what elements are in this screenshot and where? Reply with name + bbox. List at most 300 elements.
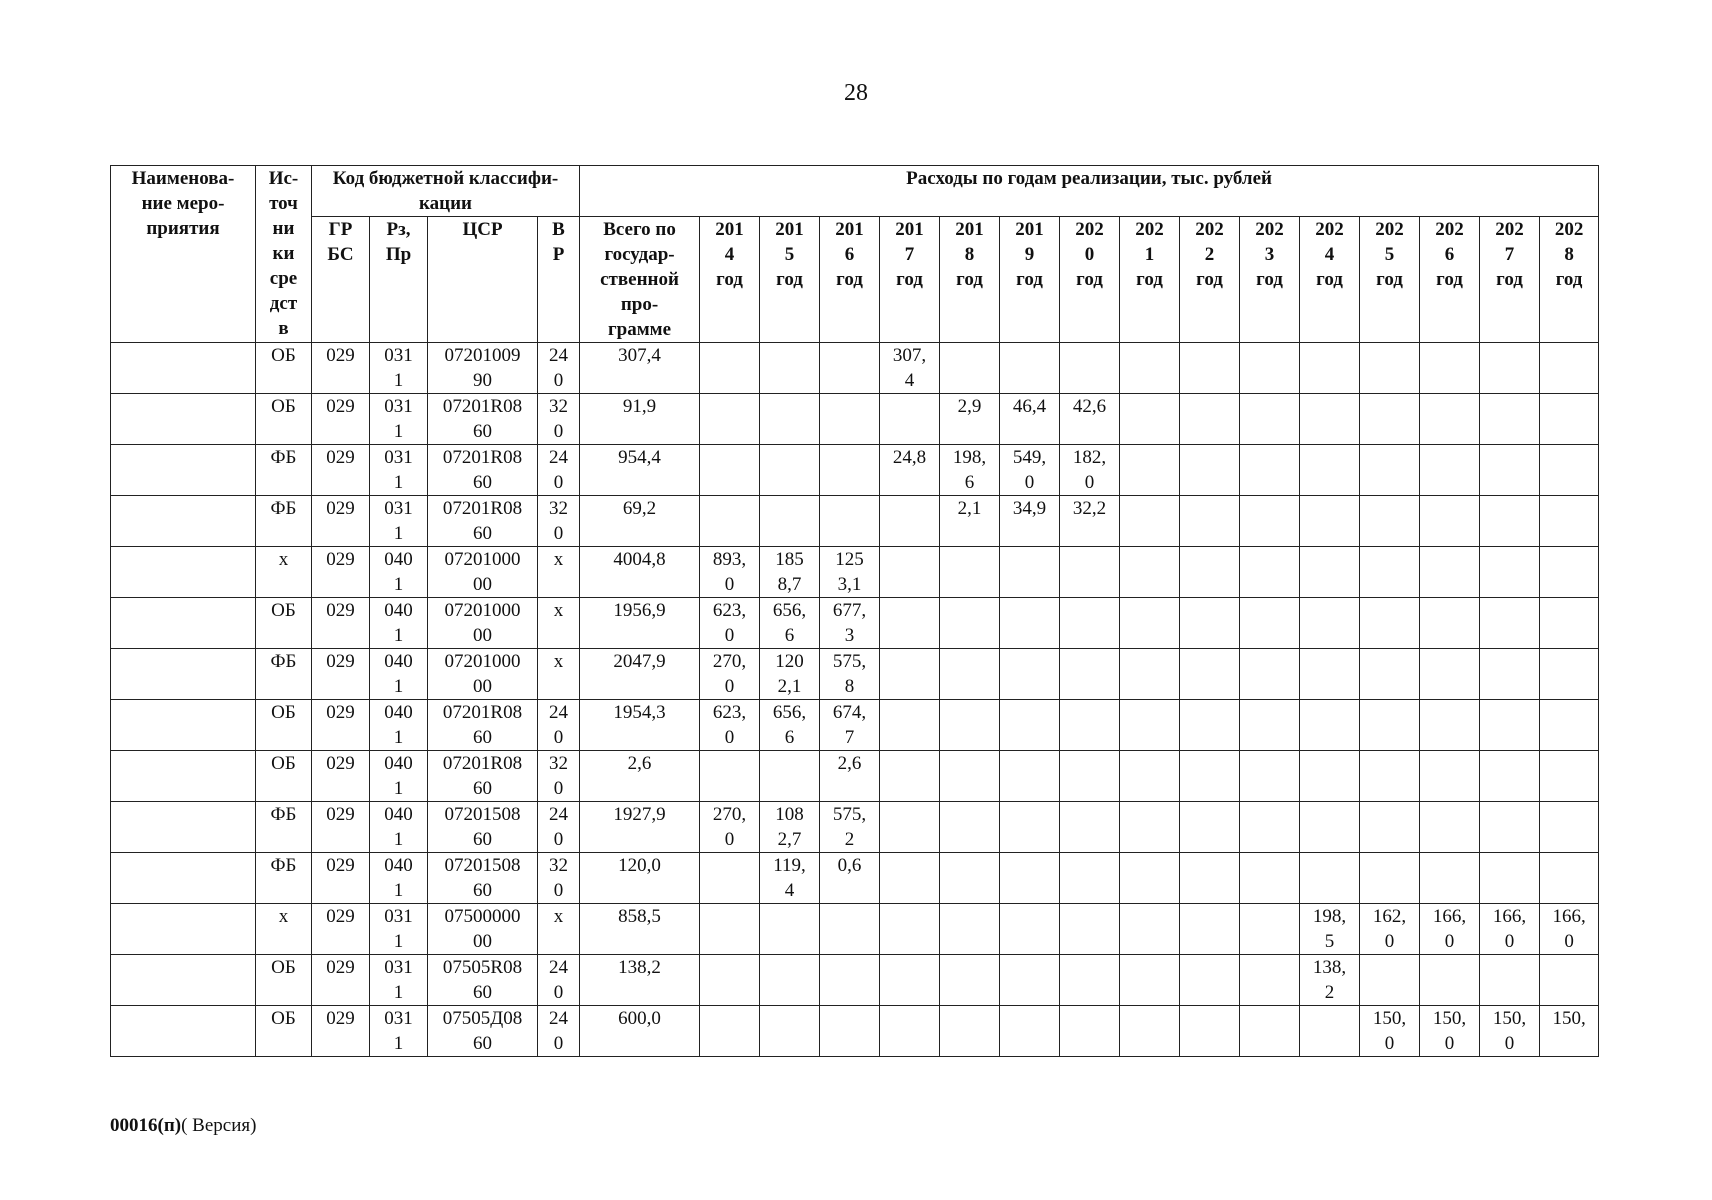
cell-year-value xyxy=(1360,394,1420,445)
cell-year-value xyxy=(1060,496,1120,547)
cell-grbs xyxy=(312,496,370,547)
cell-rzpr xyxy=(370,343,428,394)
cell-year-value xyxy=(1180,955,1240,1006)
cell-line: 0 xyxy=(553,523,564,544)
cell-year-value xyxy=(1420,1006,1480,1057)
cell-line: 029 xyxy=(326,345,355,366)
cell-line: 202 xyxy=(1255,219,1284,240)
cell-year-value xyxy=(1000,700,1060,751)
cell-line: 0 xyxy=(1084,244,1095,265)
cell-year-value xyxy=(1540,1006,1599,1057)
cell-year-value xyxy=(1120,700,1180,751)
cell-line: 656, xyxy=(772,600,807,621)
cell-line: 166, xyxy=(1552,906,1586,927)
cell-line: год xyxy=(1016,269,1043,290)
cell-year-value xyxy=(880,802,940,853)
cell-line: 202 xyxy=(1135,219,1164,240)
cell-line: ГР xyxy=(328,219,353,240)
cell-line: год xyxy=(1256,269,1283,290)
cell-year-value xyxy=(940,802,1000,853)
budget-table xyxy=(110,165,1599,1057)
cell-vr xyxy=(538,445,580,496)
cell-year-value xyxy=(1540,700,1599,751)
cell-line: 029 xyxy=(326,600,355,621)
header-rzpr xyxy=(370,217,428,343)
cell-year-value xyxy=(1180,394,1240,445)
cell-year-value xyxy=(1000,1006,1060,1057)
cell-line: 623, xyxy=(712,702,747,723)
cell-line: 270, xyxy=(712,651,747,672)
cell-line: 60 xyxy=(473,523,492,544)
cell-source xyxy=(256,598,312,649)
cell-line: 8,7 xyxy=(777,574,802,595)
cell-year-value xyxy=(940,700,1000,751)
header-csr: ЦСР xyxy=(428,217,538,343)
cell-source xyxy=(256,802,312,853)
cell-line: 6 xyxy=(844,244,855,265)
cell-rzpr xyxy=(370,1006,428,1057)
cell-year-value xyxy=(1240,649,1300,700)
cell-line: 6 xyxy=(1444,244,1455,265)
table-row xyxy=(111,904,1599,955)
cell-year-value xyxy=(1000,394,1060,445)
cell-total xyxy=(580,1006,700,1057)
cell-year-value xyxy=(1240,853,1300,904)
cell-line: ОБ xyxy=(271,396,296,417)
cell-year-value xyxy=(1360,496,1420,547)
cell-year-value xyxy=(700,649,760,700)
header-year xyxy=(1540,217,1599,343)
cell-vr xyxy=(538,394,580,445)
cell-line: 00 xyxy=(473,931,492,952)
cell-year-value xyxy=(760,343,820,394)
cell-line: 60 xyxy=(473,421,492,442)
cell-line: 07505Д08 xyxy=(442,1008,523,1029)
cell-line: 600,0 xyxy=(618,1008,661,1029)
cell-year-value xyxy=(1300,751,1360,802)
cell-line: 108 xyxy=(775,804,804,825)
cell-line: 029 xyxy=(326,396,355,417)
header-year xyxy=(880,217,940,343)
cell-year-value xyxy=(820,394,880,445)
cell-line: 198, xyxy=(1312,906,1347,927)
cell-year-value xyxy=(1480,904,1540,955)
cell-grbs xyxy=(312,904,370,955)
cell-line: х xyxy=(553,651,564,672)
cell-line: 60 xyxy=(473,472,492,493)
cell-line: 07201R08 xyxy=(442,498,523,519)
cell-rzpr xyxy=(370,700,428,751)
cell-year-value xyxy=(700,751,760,802)
cell-grbs xyxy=(312,394,370,445)
cell-csr xyxy=(428,343,538,394)
cell-line: ФБ xyxy=(270,651,297,672)
cell-line: 0 xyxy=(553,778,564,799)
cell-line: 029 xyxy=(326,855,355,876)
cell-year-value xyxy=(880,700,940,751)
cell-year-value xyxy=(1360,343,1420,394)
cell-year-value xyxy=(820,700,880,751)
header-measure-name xyxy=(111,166,256,343)
cell-year-value xyxy=(1360,700,1420,751)
cell-line: ФБ xyxy=(270,855,297,876)
cell-year-value xyxy=(1540,904,1599,955)
cell-line: 201 xyxy=(715,219,744,240)
cell-line: 182, xyxy=(1072,447,1107,468)
cell-line: БС xyxy=(327,244,354,265)
cell-line: 07500000 xyxy=(444,906,521,927)
table-row xyxy=(111,955,1599,1006)
cell-line: 150, xyxy=(1552,1008,1586,1029)
header-funding-source xyxy=(256,166,312,343)
cell-line: 2047,9 xyxy=(613,651,666,672)
cell-line: 1 xyxy=(393,931,404,952)
cell-line: 031 xyxy=(384,957,413,978)
cell-grbs xyxy=(312,445,370,496)
table-row xyxy=(111,751,1599,802)
cell-year-value xyxy=(1120,343,1180,394)
cell-line: 202 xyxy=(1435,219,1464,240)
cell-year-value xyxy=(1300,649,1360,700)
cell-total xyxy=(580,496,700,547)
cell-line: кации xyxy=(419,193,473,214)
cell-year-value xyxy=(760,802,820,853)
cell-line: 07505R08 xyxy=(442,957,523,978)
cell-line: 1 xyxy=(393,829,404,850)
cell-line: ОБ xyxy=(271,345,296,366)
cell-year-value xyxy=(1480,343,1540,394)
header-year xyxy=(1240,217,1300,343)
cell-line: 1 xyxy=(393,370,404,391)
cell-line: 0 xyxy=(1384,931,1395,952)
cell-year-value xyxy=(940,751,1000,802)
cell-line: 040 xyxy=(384,651,413,672)
cell-line: 029 xyxy=(326,651,355,672)
cell-line: х xyxy=(278,906,289,927)
cell-year-value xyxy=(1060,598,1120,649)
cell-csr xyxy=(428,598,538,649)
cell-total xyxy=(580,904,700,955)
cell-line: 2,1 xyxy=(777,676,802,697)
cell-year-value xyxy=(1540,802,1599,853)
cell-csr xyxy=(428,394,538,445)
cell-line: 549, xyxy=(1012,447,1047,468)
cell-rzpr xyxy=(370,904,428,955)
cell-year-value xyxy=(820,955,880,1006)
cell-line: 201 xyxy=(775,219,804,240)
cell-line: 029 xyxy=(326,549,355,570)
cell-year-value xyxy=(1420,904,1480,955)
cell-line: 0 xyxy=(1084,472,1095,493)
cell-line: 119, xyxy=(773,855,806,876)
cell-year-value xyxy=(820,853,880,904)
cell-measure-name xyxy=(111,955,256,1006)
cell-line: 031 xyxy=(384,1008,413,1029)
cell-line: ственной xyxy=(600,269,679,290)
cell-line: 1 xyxy=(393,982,404,1003)
cell-year-value xyxy=(880,343,940,394)
cell-line: 029 xyxy=(326,753,355,774)
cell-line: Ис- xyxy=(268,168,299,189)
cell-year-value xyxy=(1120,802,1180,853)
table-row xyxy=(111,802,1599,853)
cell-line: В xyxy=(552,219,565,240)
cell-line: 307, xyxy=(892,345,927,366)
cell-line: 1 xyxy=(1144,244,1155,265)
cell-total xyxy=(580,853,700,904)
cell-year-value xyxy=(1420,394,1480,445)
cell-line: 0 xyxy=(553,421,564,442)
cell-line: 07201000 xyxy=(444,651,521,672)
cell-line: 031 xyxy=(384,345,413,366)
cell-year-value xyxy=(1360,547,1420,598)
cell-year-value xyxy=(880,547,940,598)
cell-year-value xyxy=(1480,394,1540,445)
cell-line: 34,9 xyxy=(1012,498,1047,519)
cell-line: год xyxy=(1136,269,1163,290)
cell-year-value xyxy=(1120,649,1180,700)
cell-year-value xyxy=(880,598,940,649)
cell-line: Наименова- xyxy=(131,168,235,189)
cell-line: 1 xyxy=(393,574,404,595)
cell-line: Код бюджетной классифи- xyxy=(332,168,559,189)
cell-line: 307,4 xyxy=(618,345,661,366)
cell-year-value xyxy=(1120,445,1180,496)
cell-line: 8 xyxy=(964,244,975,265)
cell-source xyxy=(256,955,312,1006)
cell-year-value xyxy=(700,547,760,598)
cell-year-value xyxy=(760,649,820,700)
cell-line: 138,2 xyxy=(618,957,661,978)
cell-line: 1 xyxy=(393,778,404,799)
cell-line: ни xyxy=(272,218,295,239)
cell-rzpr xyxy=(370,649,428,700)
cell-year-value xyxy=(820,445,880,496)
cell-line: 2 xyxy=(1324,982,1335,1003)
cell-line: 2 xyxy=(1204,244,1215,265)
cell-line: 46,4 xyxy=(1012,396,1047,417)
cell-year-value xyxy=(1120,751,1180,802)
cell-line: 4004,8 xyxy=(613,549,666,570)
cell-line: 2,7 xyxy=(777,829,802,850)
cell-year-value xyxy=(1360,802,1420,853)
cell-year-value xyxy=(700,1006,760,1057)
cell-year-value xyxy=(1120,853,1180,904)
cell-source xyxy=(256,496,312,547)
cell-line: 0 xyxy=(553,472,564,493)
cell-year-value xyxy=(1120,547,1180,598)
cell-year-value xyxy=(1240,1006,1300,1057)
cell-year-value xyxy=(940,394,1000,445)
cell-line: 202 xyxy=(1495,219,1524,240)
cell-line: год xyxy=(1196,269,1223,290)
cell-line: 2,1 xyxy=(957,498,982,519)
cell-year-value xyxy=(700,700,760,751)
cell-line: 858,5 xyxy=(618,906,661,927)
cell-year-value xyxy=(700,496,760,547)
cell-line: 201 xyxy=(895,219,924,240)
cell-year-value xyxy=(880,649,940,700)
cell-line: ние меро- xyxy=(141,193,225,214)
cell-line: 201 xyxy=(955,219,984,240)
cell-line: 7 xyxy=(904,244,915,265)
cell-line: 32 xyxy=(549,855,569,876)
cell-line: 3 xyxy=(1264,244,1275,265)
cell-vr xyxy=(538,649,580,700)
cell-total xyxy=(580,802,700,853)
header-year xyxy=(940,217,1000,343)
cell-line: год xyxy=(776,269,803,290)
cell-csr xyxy=(428,955,538,1006)
cell-line: 07201508 xyxy=(444,804,521,825)
cell-year-value xyxy=(1540,751,1599,802)
cell-line: ОБ xyxy=(271,600,296,621)
cell-line: 031 xyxy=(384,447,413,468)
cell-line: 0 xyxy=(1384,1033,1395,1054)
cell-line: про- xyxy=(620,294,659,315)
cell-year-value xyxy=(1360,1006,1420,1057)
table-head xyxy=(111,166,1599,343)
cell-rzpr xyxy=(370,496,428,547)
cell-year-value xyxy=(880,496,940,547)
cell-year-value xyxy=(1540,343,1599,394)
cell-year-value xyxy=(1180,700,1240,751)
cell-year-value xyxy=(1240,343,1300,394)
cell-line: 031 xyxy=(384,498,413,519)
cell-total xyxy=(580,700,700,751)
cell-total xyxy=(580,445,700,496)
cell-vr xyxy=(538,853,580,904)
cell-line: 1956,9 xyxy=(613,600,666,621)
cell-year-value xyxy=(1540,394,1599,445)
cell-line: х xyxy=(553,549,564,570)
cell-line: 0 xyxy=(553,370,564,391)
cell-line: 24 xyxy=(549,702,569,723)
cell-line: 5 xyxy=(1324,931,1335,952)
cell-line: дст xyxy=(269,293,298,314)
cell-year-value xyxy=(880,955,940,1006)
cell-source xyxy=(256,904,312,955)
table-row xyxy=(111,853,1599,904)
cell-year-value xyxy=(760,904,820,955)
cell-year-value xyxy=(760,496,820,547)
cell-year-value xyxy=(760,700,820,751)
cell-line: 029 xyxy=(326,498,355,519)
cell-line: 0 xyxy=(1024,472,1035,493)
cell-year-value xyxy=(1480,649,1540,700)
cell-csr xyxy=(428,751,538,802)
cell-year-value xyxy=(1300,547,1360,598)
cell-year-value xyxy=(1060,751,1120,802)
cell-year-value xyxy=(1480,445,1540,496)
cell-year-value xyxy=(1420,496,1480,547)
cell-source xyxy=(256,547,312,598)
cell-year-value xyxy=(1480,853,1540,904)
cell-line: 60 xyxy=(473,1033,492,1054)
cell-line: 8 xyxy=(1564,244,1574,265)
cell-year-value xyxy=(1240,904,1300,955)
cell-line: 42,6 xyxy=(1072,396,1107,417)
cell-year-value xyxy=(1000,853,1060,904)
cell-year-value xyxy=(1180,598,1240,649)
cell-line: 91,9 xyxy=(622,396,657,417)
cell-measure-name xyxy=(111,394,256,445)
cell-line: 150, xyxy=(1492,1008,1527,1029)
page-number: 28 xyxy=(844,80,868,106)
cell-measure-name xyxy=(111,598,256,649)
cell-year-value xyxy=(820,1006,880,1057)
cell-vr xyxy=(538,496,580,547)
cell-year-value xyxy=(1360,955,1420,1006)
cell-line: Рз, xyxy=(386,219,411,240)
cell-grbs xyxy=(312,751,370,802)
cell-line: 07201009 xyxy=(444,345,521,366)
header-year xyxy=(820,217,880,343)
cell-year-value xyxy=(1120,1006,1180,1057)
cell-year-value xyxy=(1360,598,1420,649)
cell-line: 6 xyxy=(784,727,795,748)
cell-line: ОБ xyxy=(271,957,296,978)
cell-year-value xyxy=(1060,547,1120,598)
cell-line: 1 xyxy=(393,727,404,748)
cell-year-value xyxy=(700,343,760,394)
cell-line: 24,8 xyxy=(892,447,927,468)
cell-line: 029 xyxy=(326,906,355,927)
cell-year-value xyxy=(1240,445,1300,496)
cell-year-value xyxy=(1300,598,1360,649)
cell-line: ФБ xyxy=(270,447,297,468)
cell-year-value xyxy=(760,547,820,598)
cell-measure-name xyxy=(111,343,256,394)
cell-line: 90 xyxy=(473,370,492,391)
cell-year-value xyxy=(1300,445,1360,496)
cell-year-value xyxy=(1360,853,1420,904)
cell-csr xyxy=(428,802,538,853)
cell-year-value xyxy=(1300,904,1360,955)
cell-year-value xyxy=(1240,547,1300,598)
cell-year-value xyxy=(1420,802,1480,853)
cell-grbs xyxy=(312,1006,370,1057)
cell-line: 031 xyxy=(384,396,413,417)
cell-line: 0,6 xyxy=(837,855,862,876)
cell-line: 150, xyxy=(1432,1008,1467,1029)
cell-grbs xyxy=(312,547,370,598)
cell-rzpr xyxy=(370,853,428,904)
cell-line: год xyxy=(1496,269,1523,290)
cell-year-value xyxy=(760,394,820,445)
cell-rzpr xyxy=(370,445,428,496)
cell-year-value xyxy=(1540,853,1599,904)
cell-total xyxy=(580,598,700,649)
cell-grbs xyxy=(312,649,370,700)
cell-line: 202 xyxy=(1195,219,1224,240)
cell-line: 0 xyxy=(553,982,564,1003)
cell-year-value xyxy=(1300,496,1360,547)
cell-measure-name xyxy=(111,496,256,547)
header-expenses-group: Расходы по годам реализации, тыс. рублей xyxy=(580,166,1599,217)
cell-year-value xyxy=(1480,700,1540,751)
cell-year-value xyxy=(760,598,820,649)
header-year xyxy=(1360,217,1420,343)
cell-year-value xyxy=(1060,904,1120,955)
cell-line: год xyxy=(1316,269,1343,290)
cell-year-value xyxy=(880,1006,940,1057)
cell-year-value xyxy=(1060,343,1120,394)
cell-year-value xyxy=(1060,394,1120,445)
cell-year-value xyxy=(1240,598,1300,649)
cell-line: сре xyxy=(269,268,298,289)
cell-year-value xyxy=(1240,700,1300,751)
